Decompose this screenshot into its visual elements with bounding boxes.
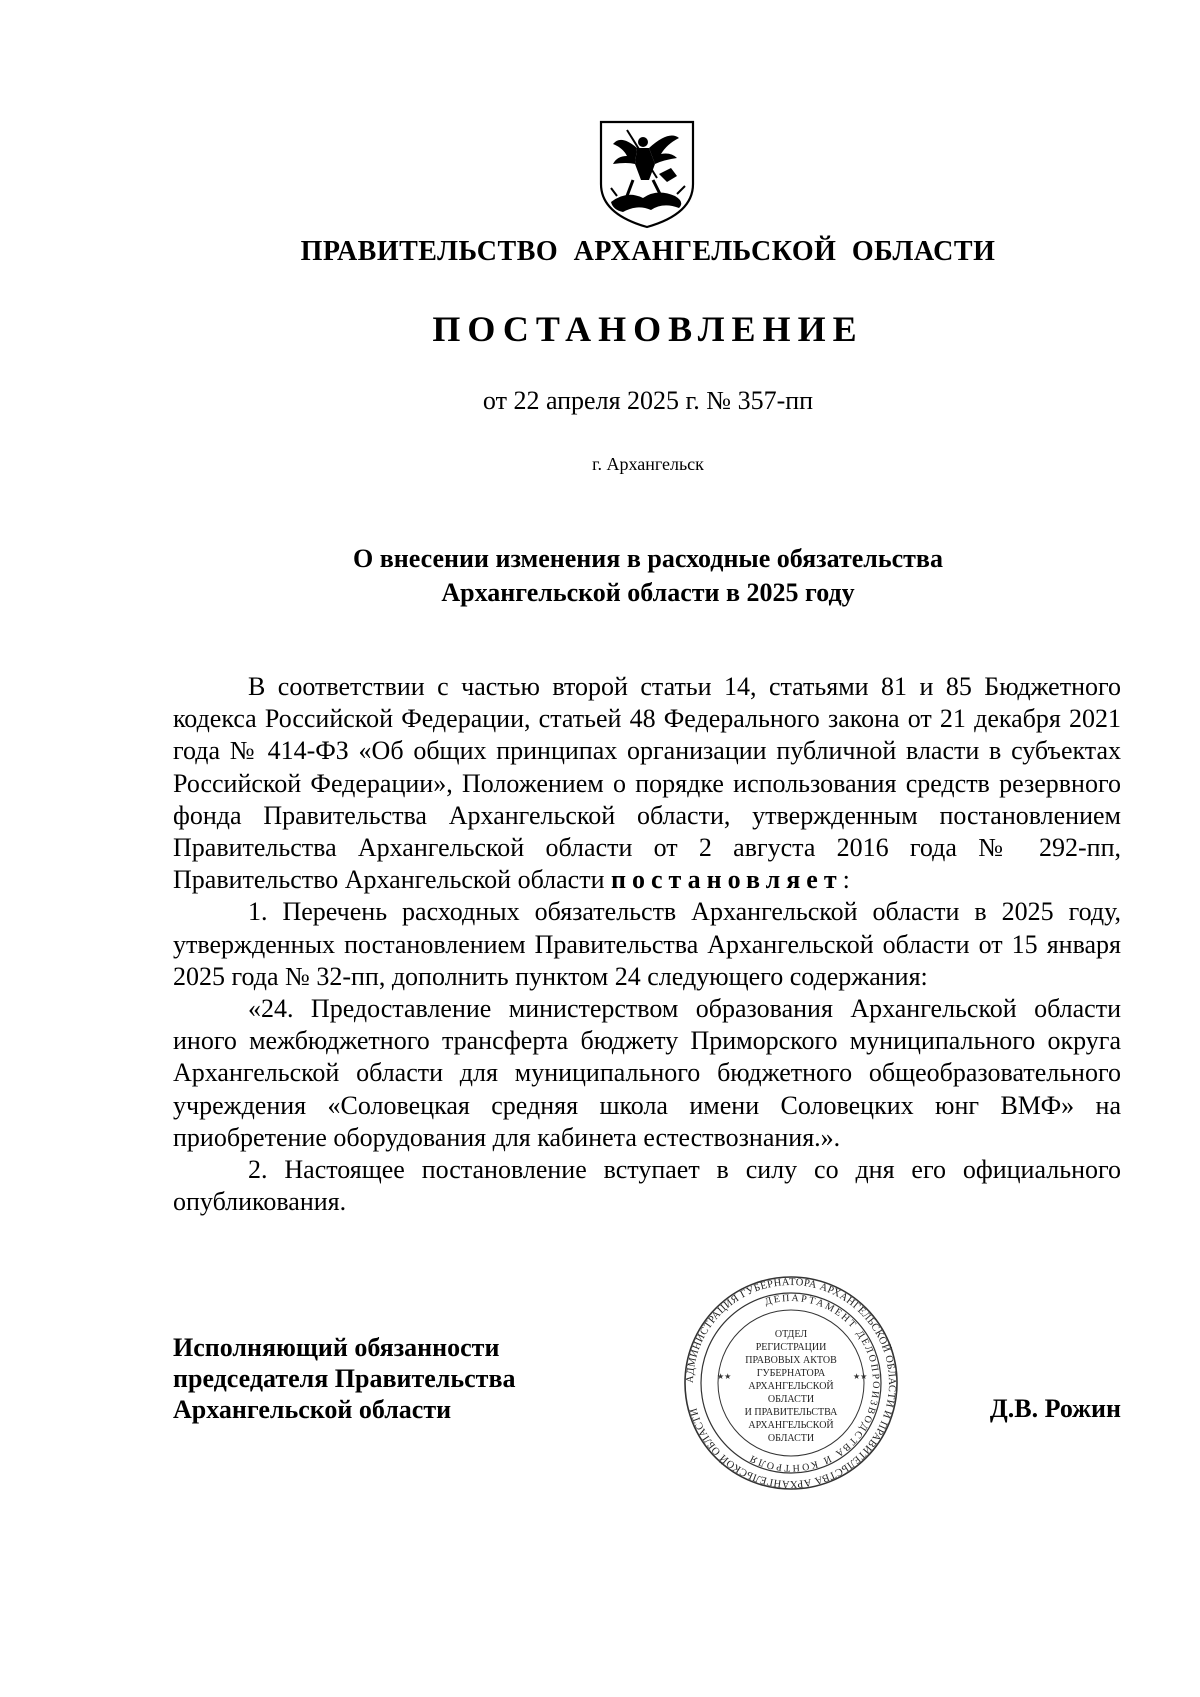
signer-position-line-2: председателя Правительства [173,1364,516,1393]
stamp-line-5: АРХАНГЕЛЬСКОЙ [748,1381,834,1392]
stamp-line-2: РЕГИСТРАЦИИ [755,1342,827,1353]
signer-name: Д.В. Рожин [989,1394,1121,1423]
stamp-line-6: ОБЛАСТИ [767,1394,815,1405]
resolves-punct: : [842,865,850,895]
document-date-number: от 22 апреля 2025 г. № 357-пп [482,386,814,415]
stamp-ring-text: ДЕПАРТАМЕНТ ДЕЛОПРОИЗВОДСТВА И КОНТРОЛЯ [746,1292,882,1474]
item-1-quote-paragraph: «24. Предоставление министерством образования Архангельской области иного межбюджетного трансферта бюджету Приморского муниципального округа Архангельской области для муниципального бюджетного общеобразовательного учреждения «Соловецкая средняя школа имени Соловецких юнг ВМФ» на приобретение оборудования для кабинета естествознания.». [173,994,1121,1152]
signer-position-line-1: Исполняющий обязанности [173,1333,500,1362]
subject-line-2: Архангельской области в 2025 году [441,578,855,607]
signer-position [173,1332,516,1425]
organization-title: ПРАВИТЕЛЬСТВО АРХАНГЕЛЬСКОЙ ОБЛАСТИ [300,236,996,267]
stamp-line-7: И ПРАВИТЕЛЬСТВА [744,1407,838,1418]
signer-position-line-3: Архангельской области [173,1395,452,1424]
stamp-outer-text: АДМИНИСТРАЦИЯ ГУБЕРНАТОРА АРХАНГЕЛЬСКОЙ ОБЛАСТИ И ПРАВИТЕЛЬСТВА АРХАНГЕЛЬСКОЙ ОБЛАСТИ [684,1276,898,1490]
subject-line-1: О внесении изменения в расходные обязательства [353,544,943,573]
official-stamp [683,1275,899,1491]
resolves-word: постановляет [611,865,843,895]
document-body [173,671,1121,1218]
stamp-line-4: ГУБЕРНАТОРА [756,1368,826,1379]
document-type-title: ПОСТАНОВЛЕНИЕ [432,309,864,349]
preamble-paragraph [173,671,1121,896]
stamp-line-1: ОТДЕЛ [774,1329,808,1340]
document-subject [0,542,1200,610]
preamble-text: В соответствии с частью второй статьи 14, статьями 81 и 85 Бюджетного кодекса Российской Федерации, статьей 48 Федерального закона от 21 декабря 2021 года № 414-ФЗ «Об общих принципах организации публичной власти в субъектах Российской Федерации», Положением о порядке использования средств резервного фонда Правительства Архангельской области, утвержденным постановлением Правительства Архангельской области от 2 августа 2016 года № 292-пп, Правительство Архангельской области [173,672,1121,895]
coat-of-arms-icon [597,118,697,230]
stamp-line-3: ПРАВОВЫХ АКТОВ [745,1355,837,1366]
item-2-paragraph: 2. Настоящее постановление вступает в силу со дня его официального опубликования. [173,1155,1121,1217]
stamp-line-8: АРХАНГЕЛЬСКОЙ [748,1420,834,1431]
document-city: г. Архангельск [592,454,704,474]
stamp-line-9: ОБЛАСТИ [767,1433,815,1444]
stamp-star-icon-right: ★★ [853,1372,868,1381]
item-1-paragraph: 1. Перечень расходных обязательств Архангельской области в 2025 году, утвержденных постановлением Правительства Архангельской области от 15 января 2025 года № 32-пп, дополнить пунктом 24 следующего содержания: [173,897,1121,991]
stamp-star-icon-left: ★★ [717,1372,732,1381]
